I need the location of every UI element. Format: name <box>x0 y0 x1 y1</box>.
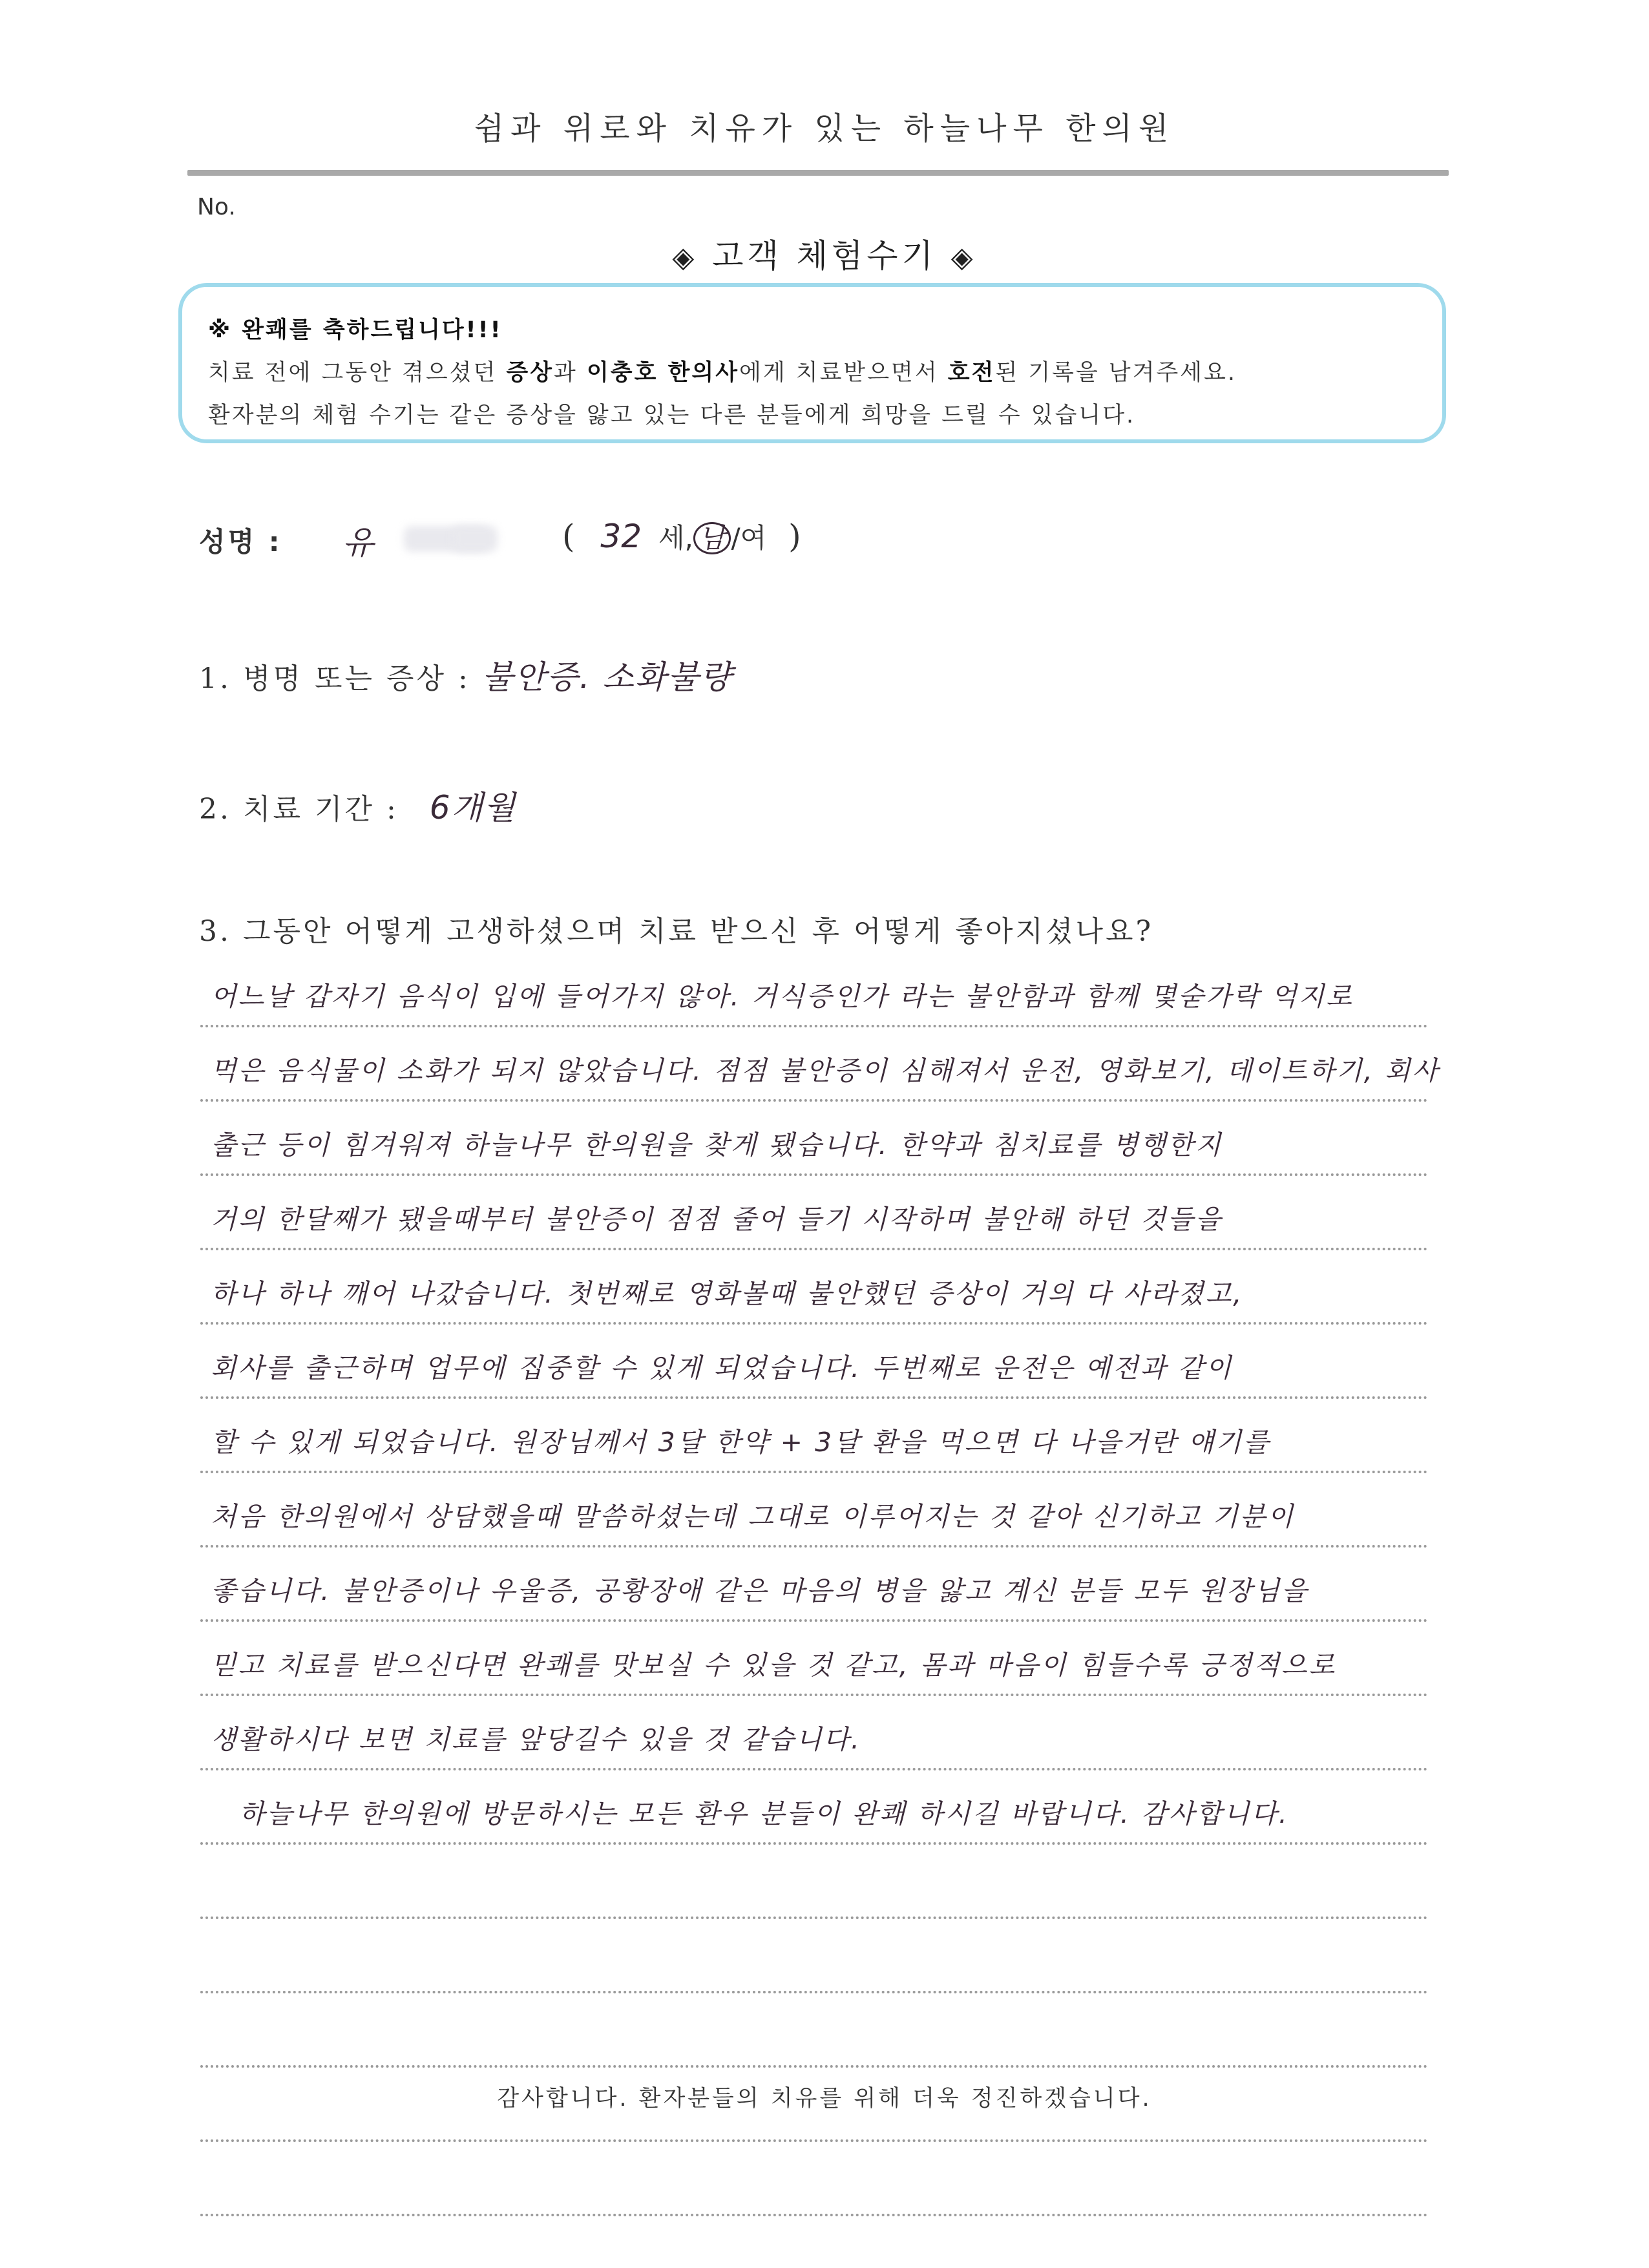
essay-line <box>200 2142 1428 2216</box>
essay-line: 어느날 갑자기 음식이 입에 들어가지 않아. 거식증인가 라는 불안함과 함께 몇숟가락 억지로 <box>200 953 1428 1027</box>
question-1: 1. 병명 또는 증상 : 불안증. 소화불량 <box>199 658 733 696</box>
essay-line: 좋습니다. 불안증이나 우울증, 공황장애 같은 마음의 병을 앓고 계신 분들 모두 원장님을 <box>200 1548 1428 1622</box>
form-title-text: 고객 체험수기 <box>712 237 937 275</box>
notice-line-3: 환자분의 체험 수기는 같은 증상을 앓고 있는 다른 분들에게 희망을 드릴 수 있습니다. <box>208 403 1136 428</box>
essay-line: 출근 등이 힘겨워져 하늘나무 한의원을 찾게 됐습니다. 한약과 침치료를 병행한지 <box>200 1102 1428 1176</box>
notice-line-1: ※ 완쾌를 축하드립니다!!! <box>208 317 503 343</box>
title-divider <box>187 170 1449 176</box>
patient-name-value: 유 <box>342 524 374 562</box>
question-3: 3. 그동안 어떻게 고생하셨으며 치료 받으신 후 어떻게 좋아지셨나요? <box>199 915 1154 948</box>
essay-line: 생활하시다 보면 치료를 앞당길수 있을 것 같습니다. <box>200 1696 1428 1770</box>
age-sex-field: ( 32 세, 남 /여 ) <box>562 518 801 555</box>
diamond-right-icon: ◈ <box>951 241 977 274</box>
question-2-answer: 6개월 <box>429 789 517 826</box>
essay-answer <box>200 953 1440 2216</box>
form-title <box>0 230 1649 277</box>
essay-line: 하나 하나 깨어 나갔습니다. 첫번째로 영화볼때 불안했던 증상이 거의 다 사라졌고, <box>200 1250 1428 1325</box>
essay-line: 믿고 치료를 받으신다면 완쾌를 맛보실 수 있을 것 같고, 몸과 마음이 힘들수록 긍정적으로 <box>200 1622 1428 1696</box>
redacted-name-blur <box>452 526 498 552</box>
age-unit: 세, <box>658 522 693 554</box>
essay-line: 하늘나무 한의원에 방문하시는 모든 환우 분들이 완쾌 하시길 바랍니다. 감사합니다. <box>200 1770 1428 1845</box>
diamond-left-icon: ◈ <box>672 241 698 274</box>
clinic-title: 쉼과 위로와 치유가 있는 하늘나무 한의원 <box>474 110 1175 147</box>
document-number-label: No. <box>197 194 236 220</box>
sex-male-selected: 남 <box>693 522 731 554</box>
name-label: 성명 : <box>199 526 282 558</box>
sex-female-option: /여 <box>731 522 767 554</box>
closing-message: 감사합니다. 환자분들의 치유를 위해 더욱 정진하겠습니다. <box>497 2086 1152 2112</box>
patient-age-value: 32 <box>600 518 642 555</box>
essay-line <box>200 1993 1428 2068</box>
essay-line: 거의 한달째가 됐을때부터 불안증이 점점 줄어 들기 시작하며 불안해 하던 것들을 <box>200 1176 1428 1250</box>
notice-line-2: 치료 전에 그동안 겪으셨던 증상과 이충호 한의사에게 치료받으면서 호전된 기록을 남겨주세요. <box>208 360 1237 386</box>
essay-line <box>200 1919 1428 1993</box>
essay-line: 할 수 있게 되었습니다. 원장님께서 3달 한약 + 3달 환을 먹으면 다 나을거란 얘기를 <box>200 1399 1428 1473</box>
essay-line: 처음 한의원에서 상담했을때 말씀하셨는데 그대로 이루어지는 것 같아 신기하고 기분이 <box>200 1473 1428 1548</box>
question-1-answer: 불안증. 소화불량 <box>481 658 733 696</box>
essay-line <box>200 1845 1428 1919</box>
essay-line: 먹은 음식물이 소화가 되지 않았습니다. 점점 불안증이 심해져서 운전, 영화보기, 데이트하기, 회사 <box>200 1027 1428 1102</box>
notice-box <box>178 283 1446 443</box>
question-2: 2. 치료 기간 : 6개월 <box>199 789 517 826</box>
essay-line: 회사를 출근하며 업무에 집중할 수 있게 되었습니다. 두번째로 운전은 예전과 같이 <box>200 1325 1428 1399</box>
